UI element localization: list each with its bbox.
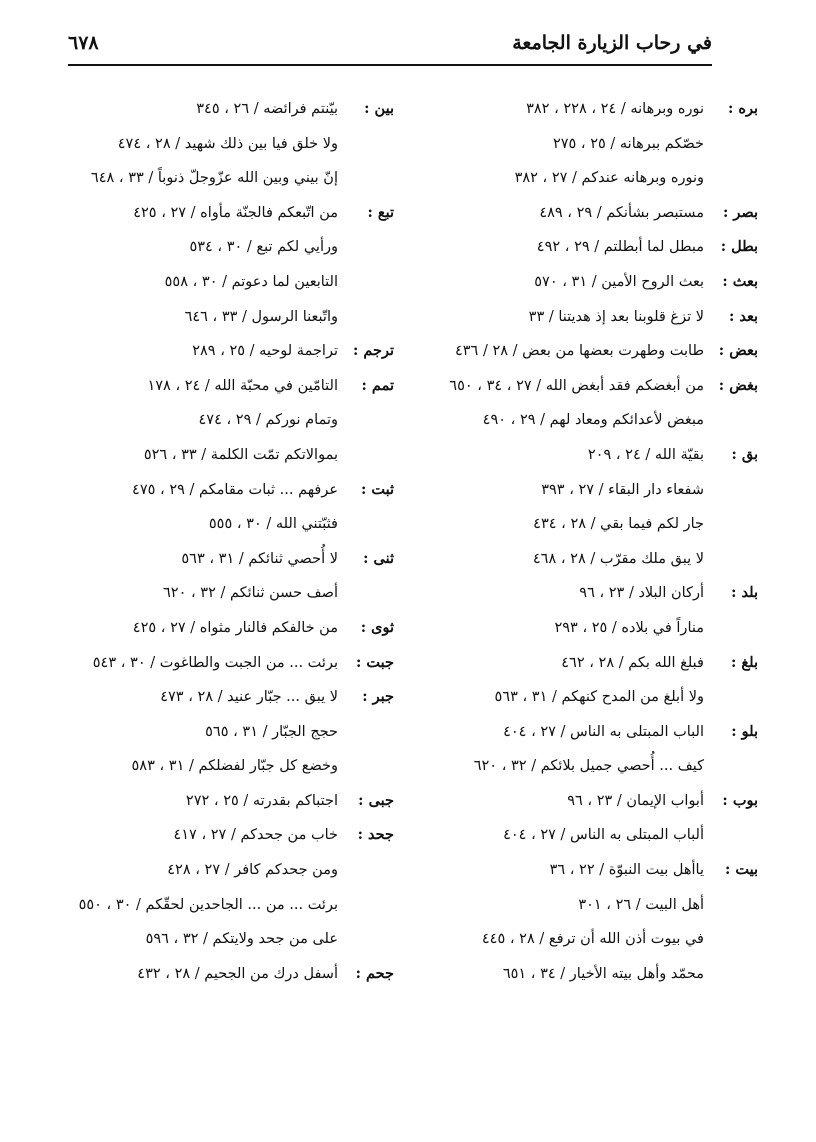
entry-text: عرفهم ... ثبات مقامكم / ٢٩ ، ٤٧٥ <box>132 481 338 498</box>
index-entry-row <box>412 611 758 646</box>
page-number: ٦٧٨ <box>68 32 99 54</box>
book-title: في رحاب الزيارة الجامعة <box>512 32 712 54</box>
entry-text: أبواب الإيمان / ٢٣ ، ٩٦ <box>567 792 704 809</box>
index-entry-row <box>86 265 394 300</box>
index-entry-row <box>412 749 758 784</box>
entry-text: إنّ بيني وبين الله عزّوجلّ ذنوباً / ٣٣ ، ٦٤٨ <box>90 170 338 187</box>
root-word: بوب : <box>722 791 758 809</box>
index-entry-row <box>412 265 758 300</box>
root-word: بغض : <box>718 376 758 394</box>
entry-text: جار لكم فيما بقي / ٢٨ ، ٤٣٤ <box>533 516 704 533</box>
index-entry-row <box>86 576 394 611</box>
entry-text: أركان البلاد / ٢٣ ، ٩٦ <box>579 585 704 602</box>
index-entry-row <box>86 127 394 162</box>
entry-text: أهل البيت / ٢٦ ، ٣٠١ <box>578 896 704 913</box>
index-entry-row <box>86 334 394 369</box>
entry-text: من خالفكم فالنار مثواه / ٢٧ ، ٤٢٥ <box>132 619 338 636</box>
root-word: جحم : <box>355 964 394 982</box>
index-entry-row <box>412 576 758 611</box>
index-entry-row <box>86 507 394 542</box>
entry-text: وتمام نوركم / ٢٩ ، ٤٧٤ <box>198 412 338 429</box>
entry-text: ونوره وبرهانه عندكم / ٢٧ ، ٣٨٢ <box>514 170 704 187</box>
entry-text: كيف ... أُحصي جميل بلائكم / ٣٢ ، ٦٢٠ <box>473 758 704 775</box>
index-entry-row <box>86 196 394 231</box>
index-entry-row <box>412 300 758 335</box>
index-entry-row <box>78 888 394 923</box>
index-entry-row <box>86 818 394 853</box>
index-entry-row <box>412 334 758 369</box>
entry-text: بيّنتم فرائضه / ٢٦ ، ٣٤٥ <box>196 101 338 117</box>
root-word: بلد : <box>731 584 758 602</box>
index-entry-row <box>412 853 758 888</box>
index-entry-row <box>86 957 394 992</box>
index-entry-row <box>86 784 394 819</box>
entry-text: شفعاء دار البقاء / ٢٧ ، ٣٩٣ <box>541 481 704 498</box>
entry-text: ومن جحدكم كافر / ٢٧ ، ٤٢٨ <box>167 862 338 879</box>
index-entry-row <box>412 715 758 750</box>
index-entry-row <box>86 680 394 715</box>
entry-text: من اتّبعكم فالجنّة مأواه / ٢٧ ، ٤٢٥ <box>133 204 338 221</box>
entry-text: لا تزغ قلوبنا بعد إذ هديتنا / ٣٣ <box>528 308 704 325</box>
entry-text: برئت ... من الجبت والطاغوت / ٣٠ ، ٥٤٣ <box>92 654 338 671</box>
root-word: جبر : <box>362 688 394 706</box>
entry-text: بموالاتكم تمّت الكلمة / ٣٣ ، ٥٢٦ <box>143 446 338 463</box>
entry-text: بقيّة الله / ٢٤ ، ٢٠٩ <box>587 446 704 463</box>
index-entry-row <box>412 922 758 957</box>
index-entry-row <box>86 230 394 265</box>
index-entry-row <box>86 922 394 957</box>
entry-text: طابت وطهرت بعضها من بعض / ٢٨ / ٤٣٦ <box>454 343 704 360</box>
entry-text: اجتباكم بقدرته / ٢٥ ، ٢٧٢ <box>185 792 338 809</box>
index-entry-row <box>412 507 758 542</box>
root-word: بطل : <box>720 238 758 256</box>
entry-text: ولا أبلغ من المدح كنهكم / ٣١ ، ٥٦٣ <box>494 689 704 706</box>
entry-text: فثبّتني الله / ٣٠ ، ٥٥٥ <box>208 516 338 533</box>
index-entry-row <box>412 438 758 473</box>
entry-text: ألباب المبتلى به الناس / ٢٧ ، ٤٠٤ <box>503 827 704 844</box>
index-entry-row <box>86 403 394 438</box>
entry-text: حجج الجبّار / ٣١ ، ٥٦٥ <box>205 723 338 740</box>
root-word: بصر : <box>722 203 758 221</box>
index-entry-row <box>412 369 758 404</box>
root-word: بلو : <box>731 722 758 740</box>
index-entry-row <box>412 473 758 508</box>
index-entry-row <box>86 611 394 646</box>
entry-text: مستبصر بشأنكم / ٢٩ ، ٤٨٩ <box>539 204 704 221</box>
entry-text: لا يبق ملك مقرّب / ٢٨ ، ٤٦٨ <box>532 550 704 567</box>
index-entry-row <box>412 957 758 992</box>
index-entry-row <box>86 749 394 784</box>
entry-text: التامّين في محبّة الله / ٢٤ ، ١٧٨ <box>147 377 338 394</box>
root-word: ثوى : <box>360 618 394 636</box>
root-word: بق : <box>731 445 758 463</box>
index-entry-row <box>86 161 394 196</box>
entry-text: خاب من جحدكم / ٢٧ ، ٤١٧ <box>173 827 338 844</box>
entry-text: التابعين لما دعوتم / ٣٠ ، ٥٥٨ <box>164 273 338 290</box>
entry-text: ورأيي لكم تبع / ٣٠ ، ٥٣٤ <box>189 239 338 256</box>
right-index-column <box>412 92 758 991</box>
root-word: ثنى : <box>363 549 394 567</box>
entry-text: ولا خلق فيا بين ذلك شهيد / ٢٨ ، ٤٧٤ <box>117 135 338 152</box>
index-entry-row <box>412 680 758 715</box>
index-entry-row <box>412 161 758 196</box>
entry-text: ياأهل بيت النبوّة / ٢٢ ، ٣٦ <box>549 862 704 879</box>
entry-text: وخضع كل جبّار لفضلكم / ٣١ ، ٥٨٣ <box>131 758 338 775</box>
entry-text: لا أُحصي ثنائكم / ٣١ ، ٥٦٣ <box>181 550 338 567</box>
entry-text: لا يبق ... جبّار عنيد / ٢٨ ، ٤٧٣ <box>160 689 338 706</box>
entry-text: في بيوت أذن الله أن ترفع / ٢٨ ، ٤٤٥ <box>481 931 704 948</box>
root-word: جبى : <box>358 791 394 809</box>
entry-text: أسفل درك من الجحيم / ٢٨ ، ٤٣٢ <box>137 965 338 982</box>
entry-text: مبطل لما أبطلتم / ٢٩ ، ٤٩٢ <box>536 239 704 256</box>
index-entry-row <box>412 542 758 577</box>
index-entry-row <box>86 438 394 473</box>
index-entry-row <box>86 300 394 335</box>
entry-text: برئت ... من ... الجاحدين لحقّكم / ٣٠ ، ٥٥٠ <box>78 896 338 913</box>
index-entry-row <box>412 196 758 231</box>
root-word: بره : <box>727 100 758 117</box>
root-word: بعث : <box>722 272 758 290</box>
index-entry-row <box>412 230 758 265</box>
root-word: بلغ : <box>731 653 758 671</box>
index-entry-row <box>412 888 758 923</box>
entry-text: واتّبعنا الرسول / ٣٣ ، ٦٤٦ <box>184 308 338 325</box>
index-entry-row <box>86 646 394 681</box>
index-entry-row <box>412 818 758 853</box>
root-word: بين : <box>364 100 394 117</box>
entry-text: مناراً في بلاده / ٢٥ ، ٢٩٣ <box>554 619 704 636</box>
index-entry-row <box>86 542 394 577</box>
entry-text: من أبغضكم فقد أبغض الله / ٢٧ ، ٣٤ ، ٦٥٠ <box>449 377 704 394</box>
entry-text: مبغض لأعدائكم ومعاد لهم / ٢٩ ، ٤٩٠ <box>482 412 704 429</box>
left-index-column <box>78 92 394 991</box>
root-word: بعض : <box>718 342 758 360</box>
index-entry-row <box>412 127 758 162</box>
index-entry-row <box>86 473 394 508</box>
index-entry-row <box>86 92 394 127</box>
root-word: جحد : <box>357 826 394 844</box>
entry-text: نوره وبرهانه / ٢٤ ، ٢٢٨ ، ٣٨٢ <box>526 101 704 117</box>
root-word: تبع : <box>367 203 394 221</box>
root-word: ترجم : <box>352 342 394 360</box>
entry-text: محمّد وأهل بيته الأخيار / ٣٤ ، ٦٥١ <box>502 965 704 982</box>
index-entry-row <box>86 853 394 888</box>
index-entry-row <box>412 646 758 681</box>
entry-text: تراجمة لوحيه / ٢٥ ، ٢٨٩ <box>192 343 338 360</box>
index-entry-row <box>412 92 758 127</box>
root-word: ثبت : <box>360 480 394 498</box>
entry-text: على من جحد ولايتكم / ٣٢ ، ٥٩٦ <box>145 931 338 948</box>
index-entry-row <box>412 403 758 438</box>
entry-text: الباب المبتلى به الناس / ٢٧ ، ٤٠٤ <box>503 723 704 740</box>
index-entry-row <box>86 715 394 750</box>
entry-text: خصّكم ببرهانه / ٢٥ ، ٢٧٥ <box>552 135 704 152</box>
page-header <box>68 28 712 66</box>
index-entry-row <box>86 369 394 404</box>
entry-text: فبلغ الله بكم / ٢٨ ، ٤٦٢ <box>561 654 704 671</box>
index-entry-row <box>412 784 758 819</box>
entry-text: بعث الروح الأمين / ٣١ ، ٥٧٠ <box>534 273 704 290</box>
root-word: بعد : <box>728 307 758 325</box>
root-word: تمم : <box>361 376 394 394</box>
root-word: بيت : <box>724 861 758 879</box>
root-word: جبت : <box>356 653 394 671</box>
entry-text: أصف حسن ثنائكم / ٣٢ ، ٦٢٠ <box>163 585 338 602</box>
